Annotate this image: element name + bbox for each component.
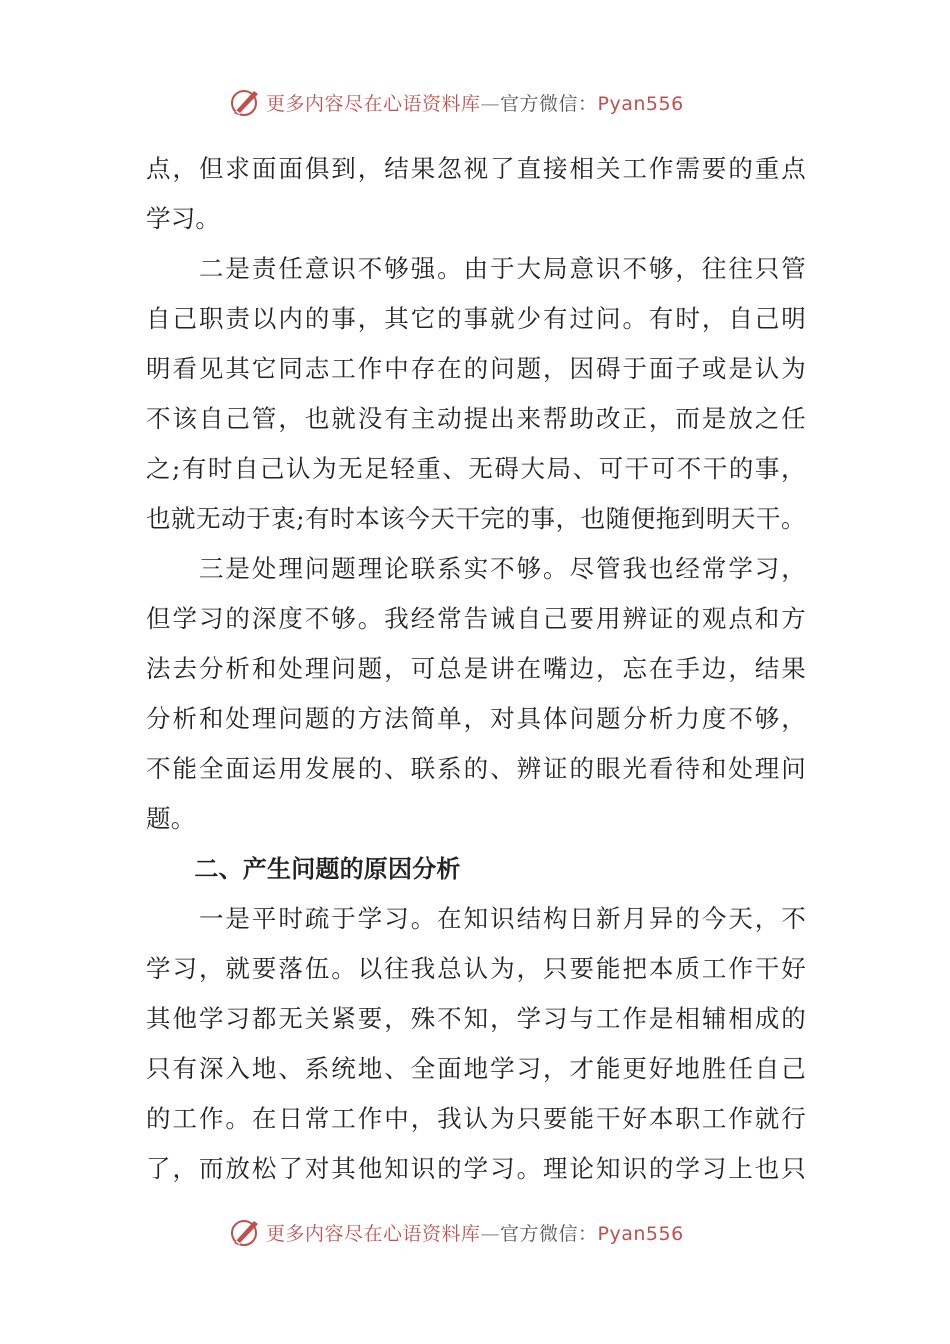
text-line: 三 是 处 理 问 题 理 论 联 系 实 不 够 。 尽 管 我 也 经 常 学 习 ，	[198, 554, 806, 583]
footer-watermark	[0, 1212, 950, 1252]
text-line: 学 习 ， 就 要 落 伍 。 以 往 我 总 认 为 ， 只 要 能 把 本 质 工 作 干 好	[146, 954, 806, 983]
text-line: 其 他 学 习 都 无 关 紧 要 ， 殊 不 知 ， 学 习 与 工 作 是 相 辅 相 成 的	[146, 1004, 806, 1033]
text-line: 了 ， 而 放 松 了 对 其 他 知 识 的 学 习 。 理 论 知 识 的 学 习 上 也 只	[146, 1154, 806, 1183]
watermark-text	[266, 1219, 684, 1246]
watermark-id: Pyan556	[597, 1222, 684, 1245]
text-line: 自 己 职 责 以 内 的 事 ， 其 它 的 事 就 少 有 过 问 。 有 时 ， 自 己 明	[146, 304, 806, 333]
text-line: 不 能 全 面 运 用 发 展 的 、 联 系 的 、 辨 证 的 眼 光 看 待 和 处 理 问	[146, 754, 806, 783]
text-line: 但 学 习 的 深 度 不 够 。 我 经 常 告 诫 自 己 要 用 辨 证 的 观 点 和 方	[146, 604, 806, 633]
text-line: 分 析 和 处 理 问 题 的 方 法 简 单 ， 对 具 体 问 题 分 析 力 度 不 够 ，	[146, 704, 806, 733]
watermark-id: Pyan556	[597, 92, 684, 115]
text-line: 题。	[146, 804, 196, 833]
text-line: 学习。	[146, 204, 221, 233]
text-line: 只 有 深 入 地 、 系 统 地 、 全 面 地 学 习 ， 才 能 更 好 地 胜 任 自 己	[146, 1054, 806, 1083]
text-line: 之 ; 有 时 自 己 认 为 无 足 轻 重 、 无 碍 大 局 、 可 干 可 不 干 的 事 ，	[146, 454, 806, 483]
text-line: 点 ， 但 求 面 面 俱 到 ， 结 果 忽 视 了 直 接 相 关 工 作 需 要 的 重 点	[146, 154, 806, 183]
text-line: 法 去 分 析 和 处 理 问 题 ， 可 总 是 讲 在 嘴 边 ， 忘 在 手 边 ， 结 果	[146, 654, 806, 683]
pen-logo-icon	[228, 85, 262, 119]
text-line: 一 是 平 时 疏 于 学 习 。 在 知 识 结 构 日 新 月 异 的 今 天 ， 不	[198, 904, 806, 933]
watermark-brand: 更多内容尽在心语资料库	[266, 92, 481, 115]
watermark-separator: —	[480, 92, 501, 115]
watermark-text	[266, 89, 684, 116]
text-line: 二 是 责 任 意 识 不 够 强 。 由 于 大 局 意 识 不 够 ， 往 往 只 管	[198, 254, 806, 283]
text-line: 的 工 作 。 在 日 常 工 作 中 ， 我 认 为 只 要 能 干 好 本 职 工 作 就 行	[146, 1104, 806, 1133]
pen-logo-icon	[228, 1215, 262, 1249]
text-line: 不 该 自 己 管 ， 也 就 没 有 主 动 提 出 来 帮 助 改 正 ， 而 是 放 之 任	[146, 404, 806, 433]
watermark-brand: 更多内容尽在心语资料库	[266, 1222, 481, 1245]
watermark-label: 官方微信：	[500, 1222, 598, 1245]
watermark-separator: —	[480, 1222, 501, 1245]
section-heading: 二、产生问题的原因分析	[146, 855, 461, 883]
header-watermark	[0, 82, 950, 122]
watermark-label: 官方微信：	[500, 92, 598, 115]
text-line: 明 看 见 其 它 同 志 工 作 中 存 在 的 问 题 ， 因 碍 于 面 子 或 是 认 为	[146, 354, 806, 383]
text-line: 也 就 无 动 于 衷 ; 有 时 本 该 今 天 干 完 的 事 ， 也 随 便 拖 到 明 天 干 。	[146, 504, 806, 533]
